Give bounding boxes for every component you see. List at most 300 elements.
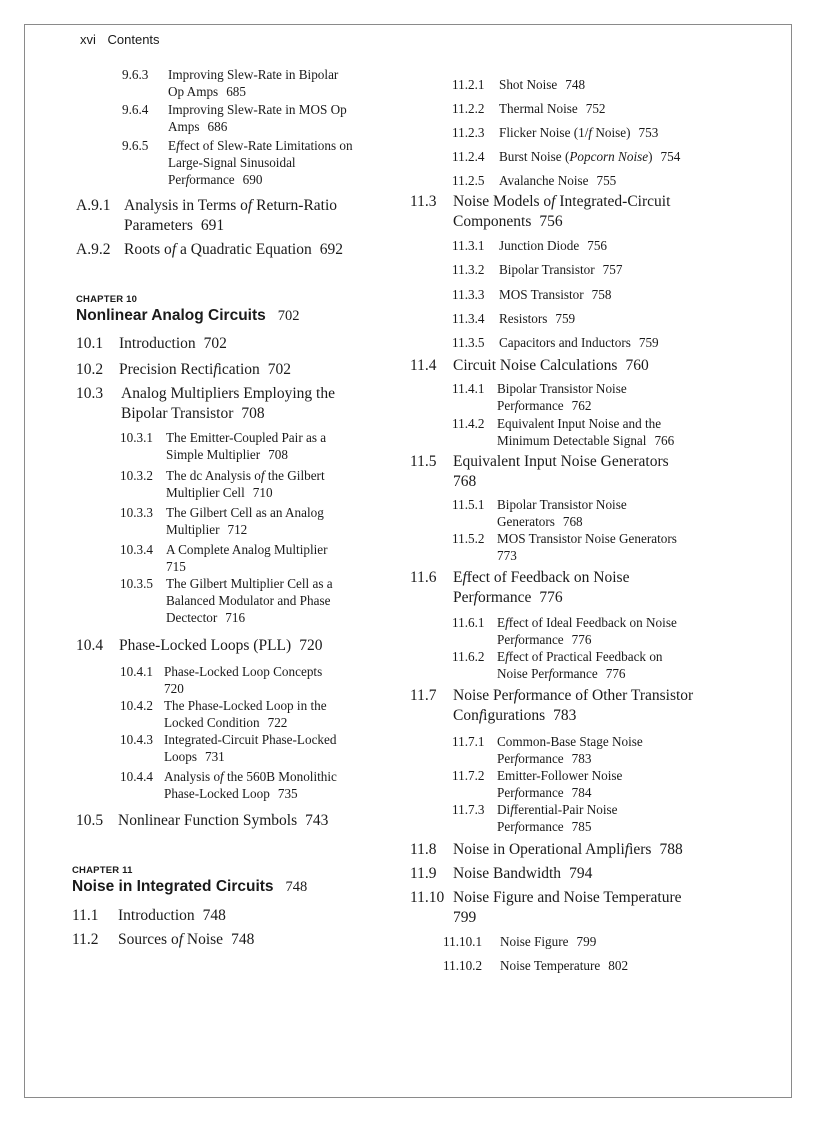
entry-title [118,811,398,831]
entry-title-line [453,472,743,492]
entry-number: 11.4 [410,357,437,374]
italic-phrase: f [505,615,509,630]
italic-phrase: f [514,785,519,800]
entry-title [166,467,391,501]
entry-title-line: Sources of Noise 748 [118,931,255,948]
entry-title-line: Improving Slew-Rate in Bipolar [168,67,339,82]
italic-phrase: f [624,841,630,858]
entry-title-line: Performance 762 [497,398,592,413]
entry-title-line: Locked Condition 722 [164,715,288,730]
chapter-label: CHAPTER 10 [76,294,138,305]
entry-number: 11.3 [410,193,437,210]
entry-title-line [166,558,391,575]
entry-page: 754 [660,149,681,164]
entry-number: 10.3.2 [120,468,153,483]
entry-number: 11.10.1 [443,934,483,949]
entry-number: 11.2.3 [452,125,485,140]
entry-title-line: Effect of Slew-Rate Limitations on [168,138,353,153]
entry-title [168,101,393,135]
entry-number: 10.4.3 [120,732,153,747]
italic-phrase: f [551,193,556,210]
entry-title-line: Thermal Noise 752 [499,101,606,116]
italic-phrase: f [178,931,184,948]
italic-phrase: Popcorn Noise [569,149,649,164]
entry-page: 776 [571,632,592,647]
toc-section-entry[interactable] [76,240,384,260]
entry-title-line: MOS Transistor 758 [499,287,612,302]
toc-subsection-entry[interactable] [452,530,767,564]
entry-page: 691 [200,217,225,234]
entry-number: 11.6.1 [452,615,485,630]
entry-page: 712 [227,522,248,537]
entry-title [166,504,391,538]
toc-subsection-entry[interactable] [452,100,759,117]
entry-title [497,415,757,449]
entry-title [118,930,378,950]
entry-title-line: Performance 785 [497,819,592,834]
entry-title [499,334,759,351]
entry-title [453,888,753,928]
entry-title-line: Noise Figure 799 [500,934,597,949]
entry-title-line: Introduction 748 [118,907,226,924]
entry-number: 10.3.5 [120,576,153,591]
entry-title-line: Bipolar Transistor Noise [497,381,627,396]
entry-title [497,380,757,414]
toc-section-entry[interactable] [410,686,753,726]
entry-title [499,100,759,117]
entry-title-line: Performance 690 [168,172,263,187]
entry-page: 722 [267,715,288,730]
entry-page: 759 [555,311,576,326]
italic-phrase: f [260,468,265,483]
entry-title [168,66,393,100]
entry-title-line: Noise Performance of Other Transistor [453,687,694,704]
entry-title-line: Common-Base Stage Noise [497,734,643,749]
entry-number: 11.2.4 [452,149,485,164]
entry-page: 768 [562,514,583,529]
toc-subsection-entry[interactable] [452,614,757,648]
entry-title [499,237,759,254]
entry-title [164,768,389,802]
entry-title-line: The Phase-Locked Loop in the [164,698,327,713]
entry-title [499,310,759,327]
entry-title-line: Performance 784 [497,785,592,800]
entry-page: 768 [453,473,477,490]
toc-subsection-entry[interactable] [452,380,757,414]
italic-phrase: f [220,769,224,784]
entry-title [118,906,378,926]
toc-subsection-entry[interactable] [443,933,760,950]
chapter-title-text: Nonlinear Analog Circuits [76,307,266,324]
chapter-title[interactable] [76,307,300,325]
entry-page: 784 [571,785,592,800]
entry-title-line: Noise Figure and Noise Temperature [453,889,682,906]
entry-page: 794 [569,865,593,882]
entry-title [124,240,384,260]
entry-number: A.9.1 [76,197,111,214]
entry-title-line: Loops 731 [164,749,225,764]
italic-phrase: f [462,569,467,586]
entry-title [166,575,391,626]
entry-number: 11.2.1 [452,77,485,92]
entry-title [119,334,379,354]
entry-number: 11.2.2 [452,101,485,116]
toc-subsection-entry[interactable] [452,124,759,141]
toc-subsection-entry[interactable] [452,261,759,278]
entry-page: 762 [571,398,592,413]
entry-title-line: Multiplier Cell 710 [166,485,273,500]
entry-title [499,261,759,278]
chapter-label: CHAPTER 11 [72,865,133,876]
toc-subsection-entry[interactable] [452,310,759,327]
entry-title-line: Balanced Modulator and Phase [166,593,331,608]
entry-number: 11.7.3 [452,802,485,817]
entry-page: 748 [231,931,255,948]
entry-title [166,429,391,463]
entry-number: 10.3.4 [120,542,153,557]
entry-page: 756 [539,213,563,230]
toc-subsection-entry[interactable] [452,334,759,351]
entry-title [119,360,379,380]
entry-page: 760 [625,357,649,374]
toc-section-entry[interactable] [76,360,379,380]
entry-title [499,124,759,141]
entry-page: 716 [225,610,246,625]
entry-title-line: Avalanche Noise 755 [499,173,617,188]
toc-subsection-entry[interactable] [120,697,389,731]
entry-title-line: Equivalent Input Noise and the [497,416,662,431]
entry-title-line: Components 756 [453,213,563,230]
entry-title [164,731,389,765]
toc-section-entry[interactable] [76,196,384,236]
entry-title-line: Effect of Feedback on Noise [453,569,630,586]
entry-number: 11.3.1 [452,238,485,253]
entry-number: 10.5 [76,812,104,829]
entry-page: 773 [497,548,517,563]
entry-number: 10.4.1 [120,664,153,679]
entry-title-line: A Complete Analog Multiplier [166,542,328,557]
italic-phrase: f [478,707,484,724]
entry-title [453,356,743,376]
entry-title-line: Multiplier 712 [166,522,248,537]
entry-page: 766 [654,433,675,448]
chapter-title-text: Noise in Integrated Circuits [72,878,274,895]
entry-number: 11.3.5 [452,335,485,350]
italic-phrase: f [473,589,478,606]
entry-title [453,568,743,608]
toc-subsection-entry[interactable] [122,66,393,100]
entry-title-line: Noise Temperature 802 [500,958,629,973]
italic-phrase: f [171,241,177,258]
entry-number: 11.5.2 [452,531,485,546]
entry-title-line: Junction Diode 756 [499,238,607,253]
toc-section-entry[interactable] [410,888,753,928]
toc-section-entry[interactable] [72,930,378,950]
toc-subsection-entry[interactable] [120,663,389,697]
toc-subsection-entry[interactable] [120,768,389,802]
entry-title-line: MOS Transistor Noise Generators [497,531,677,546]
entry-page: 776 [605,666,626,681]
entry-title [497,496,757,530]
entry-title-line: Flicker Noise (1/f Noise) 753 [499,125,659,140]
italic-phrase: f [247,197,253,214]
entry-number: A.9.2 [76,241,111,258]
entry-page: 759 [638,335,659,350]
entry-number: 10.2 [76,361,104,378]
toc-subsection-entry[interactable] [452,767,757,801]
toc-subsection-entry[interactable] [120,575,391,626]
toc-section-entry[interactable] [410,192,743,232]
entry-page: 720 [164,681,184,696]
entry-page: 799 [453,909,477,926]
entry-number: 11.9 [410,865,437,882]
entry-title-line: Effect of Ideal Feedback on Noise [497,615,677,630]
entry-title [453,192,743,232]
entry-title-line: Configurations 783 [453,707,577,724]
italic-phrase: f [514,819,519,834]
entry-page: 753 [638,125,659,140]
entry-title [168,137,393,188]
entry-number: 11.4.1 [452,381,485,396]
entry-title-line: The dc Analysis of the Gilbert [166,468,325,483]
entry-title [497,801,757,835]
entry-title [124,196,384,236]
toc-subsection-entry[interactable] [452,76,759,93]
italic-phrase: f [213,361,218,378]
entry-title-line: Nonlinear Function Symbols 743 [118,812,329,829]
entry-page: 686 [207,119,228,134]
entry-page: 748 [565,77,586,92]
entry-title [119,636,379,656]
entry-number: 11.8 [410,841,437,858]
entry-page: 755 [596,173,617,188]
chapter-page: 702 [277,308,300,324]
entry-title [166,541,391,575]
entry-title-line: Effect of Practical Feedback on [497,649,663,664]
entry-title-line: Noise Models of Integrated-Circuit [453,193,671,210]
entry-title [121,384,381,424]
entry-title [499,148,759,165]
toc-subsection-entry[interactable] [452,648,757,682]
entry-title-line [164,680,389,697]
entry-number: 11.2.5 [452,173,485,188]
entry-title-line: Precision Rectification 702 [119,361,292,378]
toc-section-entry[interactable] [72,906,378,926]
entry-title-line: Analysis in Terms of Return-Ratio [124,197,338,214]
entry-number: 11.6 [410,569,437,586]
entry-number: 11.5.1 [452,497,485,512]
entry-page: 748 [202,907,226,924]
entry-title [497,767,757,801]
italic-phrase: f [505,649,509,664]
entry-title-line: Performance 776 [497,632,592,647]
entry-page: 758 [591,287,612,302]
entry-title-line: Performance 776 [453,589,563,606]
entry-title-line: Minimum Detectable Signal 766 [497,433,675,448]
entry-title-line: Noise in Operational Amplifiers 788 [453,841,683,858]
entry-number: 11.2 [72,931,99,948]
entry-number: 11.7.1 [452,734,485,749]
running-head [80,32,160,47]
entry-number: 11.6.2 [452,649,485,664]
entry-number: 11.10 [410,889,445,906]
italic-phrase: f [176,138,180,153]
entry-title-line: Noise Performance 776 [497,666,626,681]
toc-subsection-entry[interactable] [122,101,393,135]
toc-section-entry[interactable] [76,384,381,424]
entry-title-line: Performance 783 [497,751,592,766]
entry-title-line: Shot Noise 748 [499,77,586,92]
entry-page: 735 [277,786,298,801]
chapter-heading [76,294,300,325]
entry-title-line: Introduction 702 [119,335,227,352]
entry-number: 10.3.1 [120,430,153,445]
entry-title [500,933,760,950]
entry-title-line: The Emitter-Coupled Pair as a [166,430,327,445]
entry-title-line: Integrated-Circuit Phase-Locked [164,732,337,747]
entry-number: 11.3.3 [452,287,485,302]
entry-title [499,286,759,303]
entry-page: 692 [319,241,343,258]
entry-title-line: Emitter-Follower Noise [497,768,623,783]
entry-page: 708 [241,405,265,422]
entry-title-line: Roots of a Quadratic Equation 692 [124,241,343,258]
italic-phrase: f [514,751,519,766]
entry-title [499,76,759,93]
entry-number: 10.1 [76,335,104,352]
toc-section-entry[interactable] [410,840,753,860]
entry-page: 802 [608,958,629,973]
entry-title-line: Circuit Noise Calculations 760 [453,357,649,374]
entry-title [500,957,760,974]
entry-title-line [497,547,767,564]
entry-page: 731 [204,749,225,764]
chapter-heading [72,865,307,896]
entry-title-line: Capacitors and Inductors 759 [499,335,659,350]
entry-title-line: Phase-Locked Loops (PLL) 720 [119,637,323,654]
chapter-page: 748 [285,879,308,895]
entry-title [453,686,753,726]
toc-subsection-entry[interactable] [120,467,391,501]
entry-title [453,840,753,860]
toc-section-entry[interactable] [410,452,743,492]
entry-page: 690 [242,172,263,187]
italic-phrase: f [185,172,190,187]
toc-subsection-entry[interactable] [452,286,759,303]
entry-title-line: Phase-Locked Loop 735 [164,786,298,801]
entry-title-line: The Gilbert Multiplier Cell as a [166,576,333,591]
toc-section-entry[interactable] [410,356,743,376]
page-number: xvi [80,32,96,47]
italic-phrase: f [513,687,519,704]
entry-title [497,648,757,682]
toc-section-entry[interactable] [410,864,753,884]
entry-number: 10.3.3 [120,505,153,520]
entry-number: 11.4.2 [452,416,485,431]
entry-number: 11.3.4 [452,311,485,326]
entry-title [164,697,389,731]
italic-phrase: f [514,632,519,647]
entry-title-line: Improving Slew-Rate in MOS Op [168,102,347,117]
entry-number: 11.1 [72,907,99,924]
italic-phrase: f [510,802,514,817]
entry-page: 715 [166,559,186,574]
toc-subsection-entry[interactable] [120,504,391,538]
toc-subsection-entry[interactable] [452,237,759,254]
entry-number: 11.7.2 [452,768,485,783]
toc-subsection-entry[interactable] [122,137,393,188]
toc-subsection-entry[interactable] [452,172,759,189]
entry-number: 9.6.3 [122,67,149,82]
toc-subsection-entry[interactable] [120,429,391,463]
entry-page: 685 [226,84,246,99]
entry-page: 752 [585,101,606,116]
entry-title-line: Differential-Pair Noise [497,802,618,817]
entry-title-line: Noise Bandwidth 794 [453,865,593,882]
entry-title-line: Amps 686 [168,119,228,134]
toc-subsection-entry[interactable] [452,415,757,449]
entry-page: 783 [571,751,592,766]
toc-subsection-entry[interactable] [452,801,757,835]
chapter-title[interactable] [72,878,307,896]
entry-number: 11.10.2 [443,958,483,973]
entry-title-line: Bipolar Transistor 708 [121,405,265,422]
entry-title-line: Phase-Locked Loop Concepts [164,664,323,679]
toc-subsection-entry[interactable] [443,957,760,974]
entry-page: 708 [268,447,288,462]
toc-section-entry[interactable] [76,811,398,831]
toc-subsection-entry[interactable] [452,496,757,530]
entry-page: 783 [553,707,577,724]
entry-title-line: Generators 768 [497,514,583,529]
entry-number: 11.3.2 [452,262,485,277]
entry-page: 720 [299,637,323,654]
entry-page: 799 [576,934,597,949]
running-head-title: Contents [107,32,160,47]
entry-title [499,172,759,189]
toc-subsection-entry[interactable] [452,148,759,165]
entry-title [497,614,757,648]
entry-number: 9.6.4 [122,102,149,117]
italic-phrase: f [548,666,553,681]
entry-title [164,663,389,697]
entry-page: 756 [587,238,607,253]
entry-number: 9.6.5 [122,138,149,153]
entry-title [497,530,767,564]
toc-section-entry[interactable] [76,636,379,656]
entry-title-line: Analog Multipliers Employing the [121,385,335,402]
entry-page: 702 [203,335,227,352]
entry-number: 11.5 [410,453,437,470]
entry-page: 757 [602,262,623,277]
entry-number: 10.4 [76,637,104,654]
entry-page: 776 [539,589,563,606]
entry-title-line: Resistors 759 [499,311,576,326]
italic-phrase: f [588,125,593,140]
entry-title-line: Burst Noise (Popcorn Noise) 754 [499,149,681,164]
toc-section-entry[interactable] [410,568,743,608]
entry-title-line: Large-Signal Sinusoidal [168,155,296,170]
toc-subsection-entry[interactable] [120,731,389,765]
toc-subsection-entry[interactable] [120,541,391,575]
toc-section-entry[interactable] [76,334,379,354]
entry-title-line: Op Amps 685 [168,84,246,99]
entry-title-line: The Gilbert Cell as an Analog [166,505,324,520]
entry-title-line: Bipolar Transistor 757 [499,262,623,277]
toc-subsection-entry[interactable] [452,733,757,767]
entry-title [453,452,743,492]
entry-number: 10.3 [76,385,104,402]
